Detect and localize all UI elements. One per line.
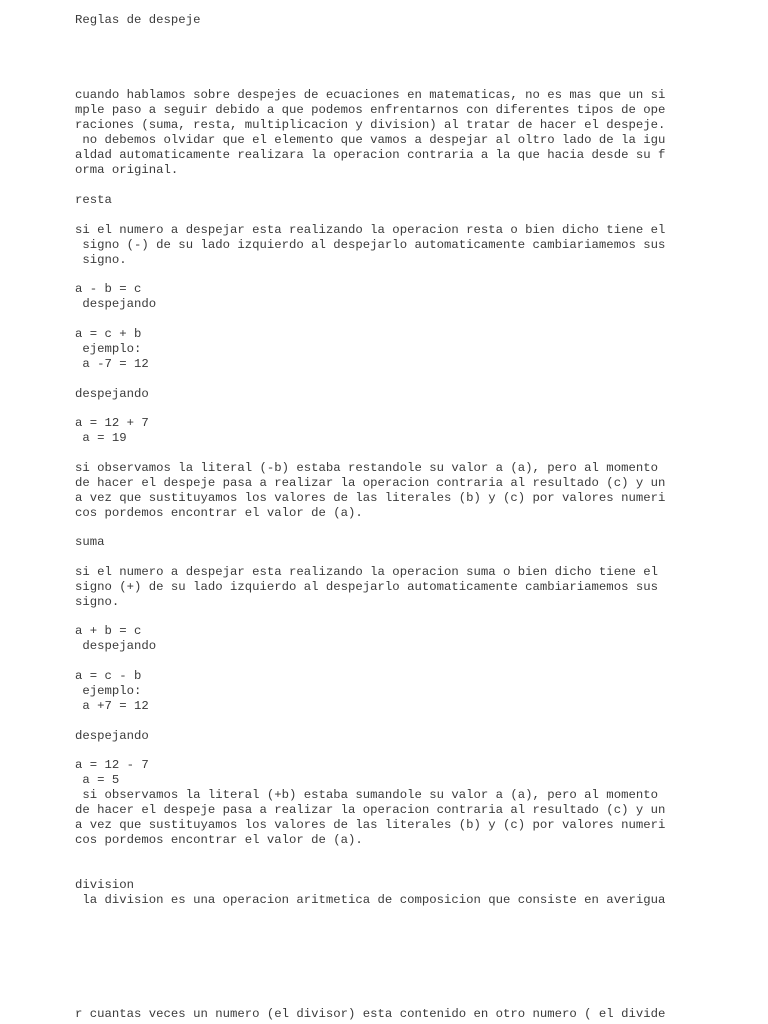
text-line: a vez que sustituyamos los valores de las literales (b) y (c) por valores numeri: [75, 818, 666, 832]
section-heading-suma: suma: [75, 535, 105, 549]
equation-line: a +7 = 12: [75, 699, 149, 713]
section-heading-resta: resta: [75, 193, 112, 207]
text-line: signo.: [75, 595, 120, 609]
equation-line: a = 12 - 7: [75, 758, 149, 772]
text-line: despejando: [75, 639, 157, 653]
text-line: signo.: [75, 253, 127, 267]
text-line: despejando: [75, 387, 149, 401]
equation-line: a = c - b: [75, 669, 142, 683]
text-line: mple paso a seguir debido a que podemos enfrentarnos con diferentes tipos de ope: [75, 103, 666, 117]
document-title: Reglas de despeje: [75, 13, 201, 27]
text-line: si observamos la literal (-b) estaba restandole su valor a (a), pero al momento: [75, 461, 658, 475]
equation-line: a + b = c: [75, 624, 142, 638]
text-line: ejemplo:: [75, 684, 142, 698]
text-line: si el numero a despejar esta realizando la operacion suma o bien dicho tiene el: [75, 565, 658, 579]
equation-line: a - b = c: [75, 282, 142, 296]
text-line: si el numero a despejar esta realizando la operacion resta o bien dicho tiene el: [75, 223, 666, 237]
text-line: cos pordemos encontrar el valor de (a).: [75, 506, 363, 520]
equation-line: a = 19: [75, 431, 127, 445]
equation-line: a = 5: [75, 773, 120, 787]
equation-line: a = 12 + 7: [75, 416, 149, 430]
text-line: de hacer el despeje pasa a realizar la operacion contraria al resultado (c) y un: [75, 803, 666, 817]
text-line: de hacer el despeje pasa a realizar la operacion contraria al resultado (c) y un: [75, 476, 666, 490]
text-line: signo (+) de su lado izquierdo al despejarlo automaticamente cambiariamemos sus: [75, 580, 658, 594]
text-line: si observamos la literal (+b) estaba sumandole su valor a (a), pero al momento: [75, 788, 658, 802]
equation-line: a -7 = 12: [75, 357, 149, 371]
text-line: signo (-) de su lado izquierdo al despejarlo automaticamente cambiariamemos sus: [75, 238, 666, 252]
text-line: cos pordemos encontrar el valor de (a).: [75, 833, 363, 847]
equation-line: a = c + b: [75, 327, 142, 341]
text-line: aldad automaticamente realizara la operacion contraria a la que hacia desde su f: [75, 148, 666, 162]
text-line: no debemos olvidar que el elemento que vamos a despejar al oltro lado de la igu: [75, 133, 666, 147]
text-line: ejemplo:: [75, 342, 142, 356]
text-line: cuando hablamos sobre despejes de ecuaciones en matematicas, no es mas que un si: [75, 88, 666, 102]
text-line: a vez que sustituyamos los valores de las literales (b) y (c) por valores numeri: [75, 491, 666, 505]
text-line: la division es una operacion aritmetica de composicion que consiste en averigua: [75, 893, 666, 907]
text-line: orma original.: [75, 163, 179, 177]
text-line: r cuantas veces un numero (el divisor) esta contenido en otro numero ( el divide: [75, 1007, 666, 1021]
text-line: despejando: [75, 297, 157, 311]
text-line: raciones (suma, resta, multiplicacion y division) al tratar de hacer el despeje.: [75, 118, 666, 132]
text-line: despejando: [75, 729, 149, 743]
section-heading-division: division: [75, 878, 135, 892]
